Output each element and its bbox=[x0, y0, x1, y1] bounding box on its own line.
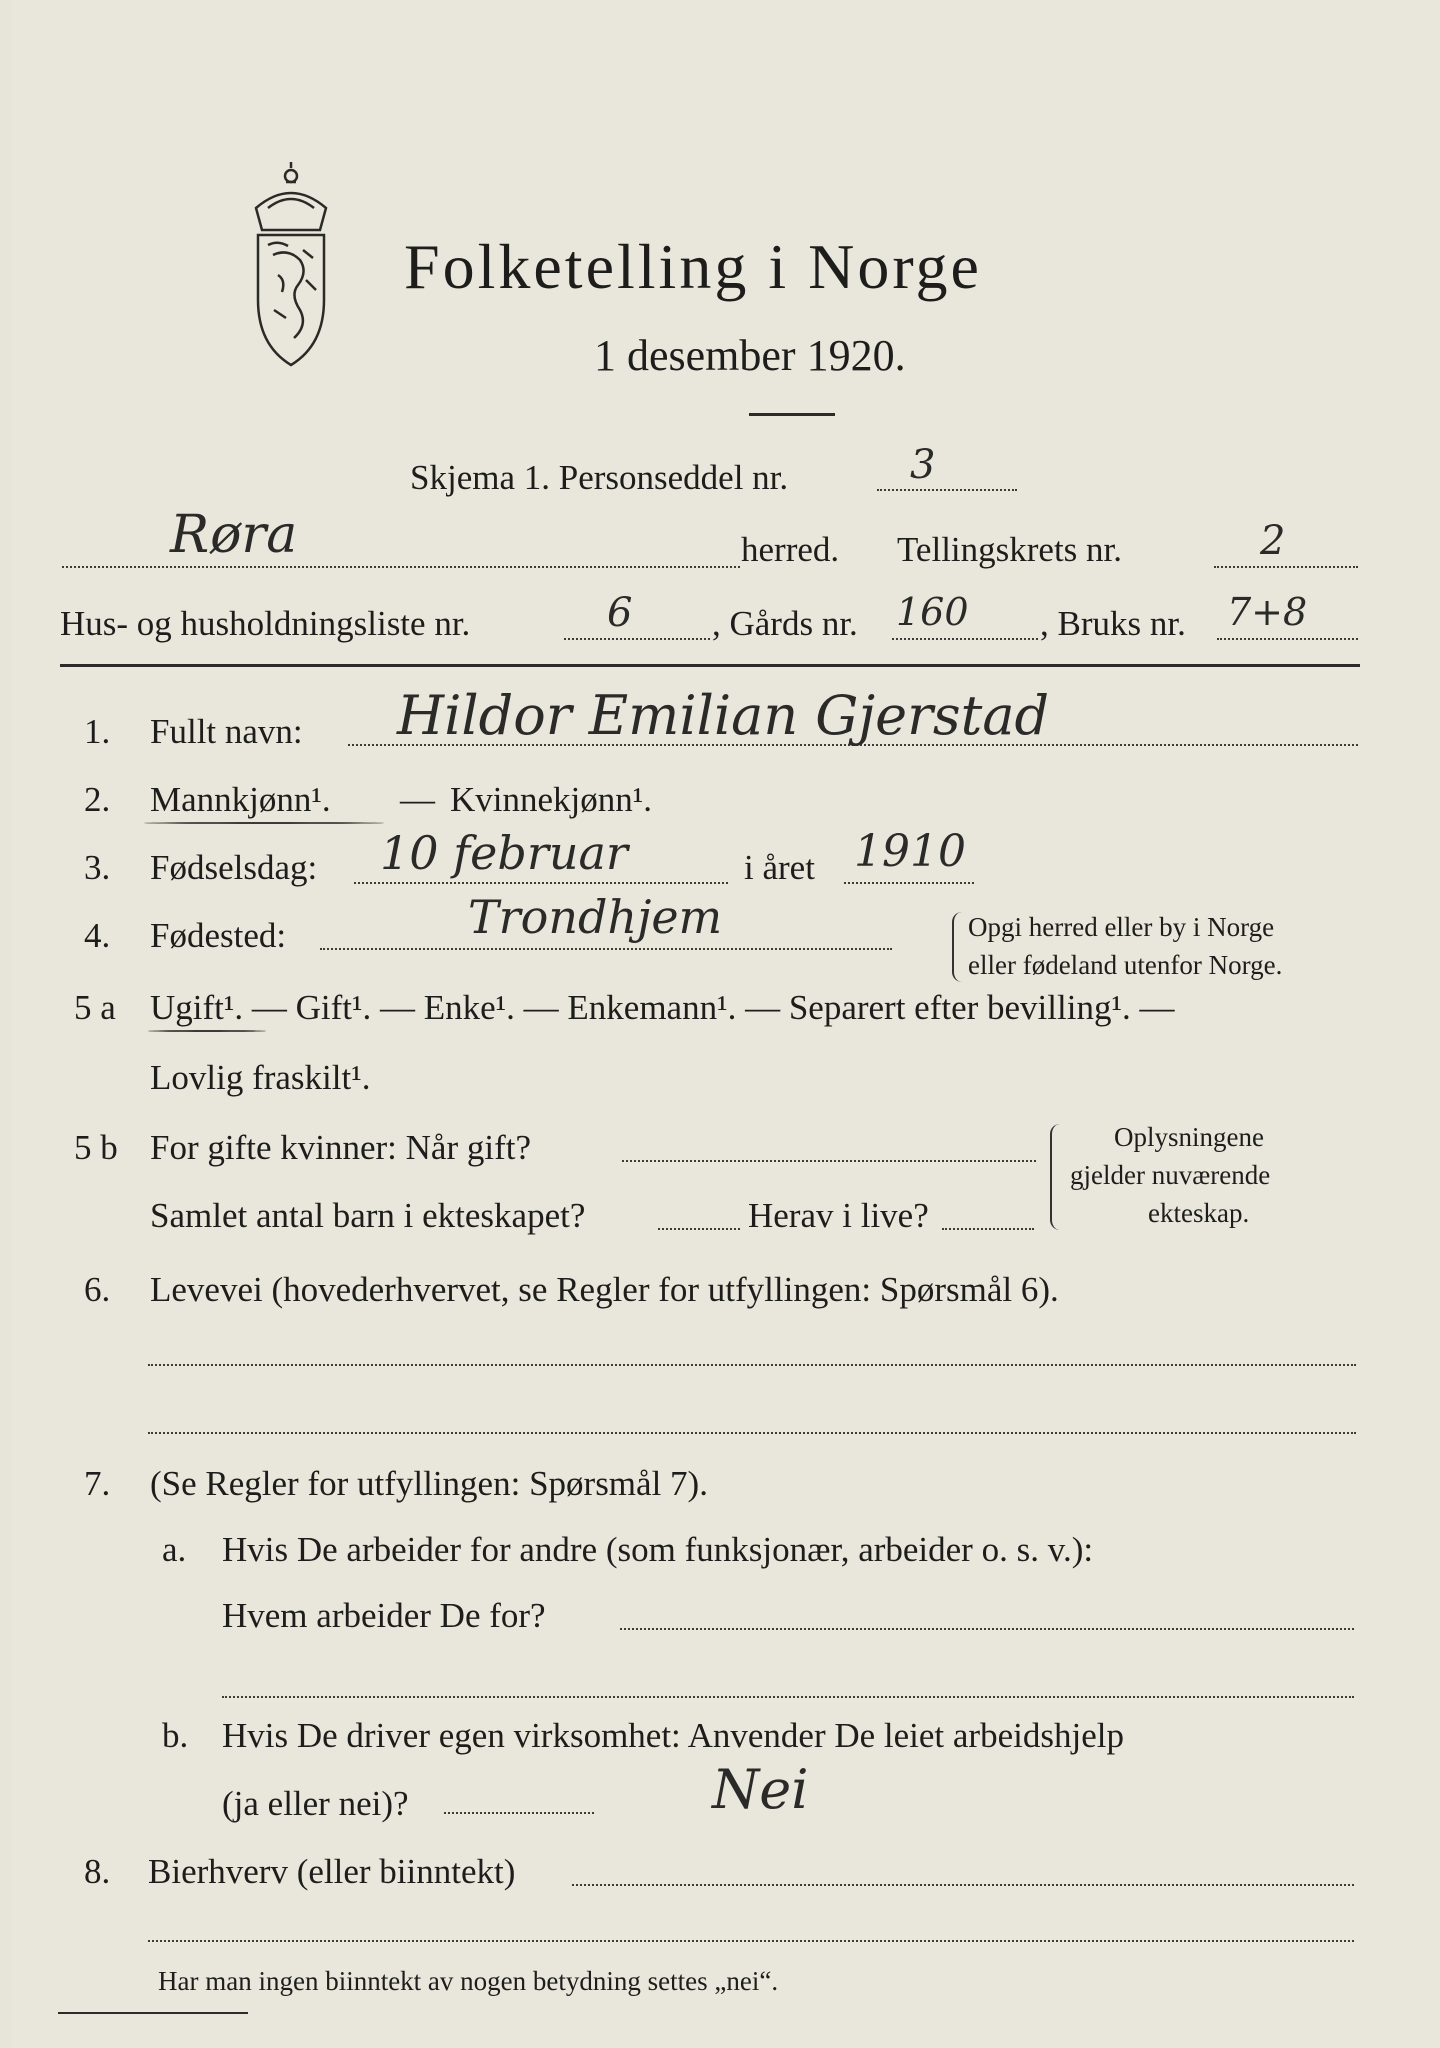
q4-note-line2: eller fødeland utenfor Norge. bbox=[968, 950, 1283, 980]
form-title: Folketelling i Norge bbox=[404, 231, 982, 302]
q4-number: 4. bbox=[84, 916, 111, 955]
footer-divider bbox=[58, 2012, 248, 2014]
q7b-number: b. bbox=[162, 1716, 189, 1755]
tellingskrets-nr-value[interactable]: 2 bbox=[1260, 518, 1286, 564]
male-option[interactable]: Mannkjønn¹. bbox=[150, 780, 331, 819]
q5b-children-line bbox=[658, 1228, 740, 1230]
title-divider bbox=[749, 413, 835, 416]
gards-nr-value[interactable]: 160 bbox=[896, 590, 969, 634]
birth-year-value[interactable]: 1910 bbox=[854, 826, 966, 877]
q5b-note-line2: gjelder nuværende bbox=[1070, 1160, 1271, 1190]
header-divider bbox=[60, 664, 1360, 667]
husholdningsliste-nr-value[interactable]: 6 bbox=[607, 590, 633, 636]
q3-label: Fødselsdag: bbox=[150, 848, 318, 887]
male-option-underline bbox=[144, 822, 384, 824]
husholdningsliste-label: Hus- og husholdningsliste nr. bbox=[60, 604, 471, 643]
birth-day-value[interactable]: 10 februar bbox=[380, 826, 628, 880]
q7a-employer-line bbox=[620, 1628, 1354, 1630]
herred-value[interactable]: Røra bbox=[170, 505, 298, 565]
marital-status-options-cont[interactable]: Lovlig fraskilt¹. bbox=[150, 1058, 371, 1097]
q7b-line1: Hvis De driver egen virksomhet: Anvender De leiet arbeidshjelp bbox=[222, 1716, 1124, 1755]
birthplace-value[interactable]: Trondhjem bbox=[468, 890, 723, 944]
form-date: 1 desember 1920. bbox=[594, 331, 906, 380]
full-name-value[interactable]: Hildor Emilian Gjerstad bbox=[397, 684, 1050, 747]
census-form-page bbox=[12, 0, 1440, 2048]
q7a-line2: Hvem arbeider De for? bbox=[222, 1596, 546, 1635]
footer-note: Har man ingen biinntekt av nogen betydning settes „nei“. bbox=[158, 1966, 779, 1996]
q5b-alive-label: Herav i live? bbox=[748, 1196, 929, 1235]
q6-line-1 bbox=[148, 1364, 1356, 1366]
bruks-label: , Bruks nr. bbox=[1040, 604, 1186, 643]
q5b-line1: For gifte kvinner: Når gift? bbox=[150, 1128, 532, 1167]
q2-number: 2. bbox=[84, 780, 111, 819]
bruks-line bbox=[1217, 638, 1358, 640]
coat-of-arms-icon bbox=[228, 160, 354, 370]
q7b-answer-line bbox=[444, 1812, 594, 1814]
q8-line bbox=[572, 1884, 1354, 1886]
q7-number: 7. bbox=[84, 1464, 111, 1503]
skjema-label: Skjema 1. Personseddel nr. bbox=[410, 458, 789, 497]
ugift-underline bbox=[148, 1030, 266, 1032]
q4-label: Fødested: bbox=[150, 916, 287, 955]
q7b-line2: (ja eller nei)? bbox=[222, 1784, 409, 1823]
gards-line bbox=[892, 638, 1038, 640]
q4-line bbox=[320, 948, 892, 950]
personseddel-nr-value[interactable]: 3 bbox=[910, 442, 936, 488]
hired-help-value[interactable]: Nei bbox=[712, 1758, 809, 1821]
q6-label: Levevei (hovederhvervet, se Regler for utfyllingen: Spørsmål 6). bbox=[150, 1270, 1059, 1309]
gards-label: , Gårds nr. bbox=[712, 604, 858, 643]
q2-separator: — bbox=[400, 780, 435, 819]
q6-line-2 bbox=[148, 1432, 1356, 1434]
female-option[interactable]: Kvinnekjønn¹. bbox=[450, 780, 653, 819]
q7a-number: a. bbox=[162, 1530, 187, 1569]
q1-label: Fullt navn: bbox=[150, 712, 303, 751]
q7-label: (Se Regler for utfyllingen: Spørsmål 7). bbox=[150, 1464, 708, 1503]
tellingskrets-line bbox=[1214, 566, 1358, 568]
herred-line bbox=[62, 566, 740, 568]
q6-number: 6. bbox=[84, 1270, 111, 1309]
q4-note-line1: Opgi herred eller by i Norge bbox=[968, 912, 1275, 942]
q3-year-line bbox=[844, 882, 974, 884]
q8-label: Bierhverv (eller biinntekt) bbox=[148, 1852, 516, 1891]
q5b-married-line bbox=[622, 1160, 1036, 1162]
q5b-note-line3: ekteskap. bbox=[1148, 1198, 1250, 1228]
husholdningsliste-line bbox=[564, 638, 710, 640]
q8-line-2 bbox=[148, 1940, 1354, 1942]
q5b-brace bbox=[1050, 1124, 1062, 1230]
herred-label: herred. bbox=[741, 530, 840, 569]
q5b-number: 5 b bbox=[74, 1128, 118, 1167]
q3-day-line bbox=[354, 882, 728, 884]
q1-number: 1. bbox=[84, 712, 111, 751]
q7a-employer-line-2 bbox=[222, 1696, 1354, 1698]
q8-number: 8. bbox=[84, 1852, 111, 1891]
q7a-line1: Hvis De arbeider for andre (som funksjonær, arbeider o. s. v.): bbox=[222, 1530, 1094, 1569]
personseddel-line bbox=[877, 489, 1017, 491]
marital-status-options[interactable]: Ugift¹. — Gift¹. — Enke¹. — Enkemann¹. — Separert efter bevilling¹. — bbox=[150, 988, 1175, 1027]
bruks-nr-value[interactable]: 7+8 bbox=[1227, 590, 1308, 634]
q3-number: 3. bbox=[84, 848, 111, 887]
tellingskrets-label: Tellingskrets nr. bbox=[897, 530, 1123, 569]
q4-brace bbox=[952, 912, 964, 982]
q5b-children-label: Samlet antal barn i ekteskapet? bbox=[150, 1196, 586, 1235]
q3-year-label: i året bbox=[744, 848, 815, 887]
q5b-alive-line bbox=[942, 1228, 1034, 1230]
q5b-note-line1: Oplysningene bbox=[1114, 1122, 1264, 1152]
q5a-number: 5 a bbox=[74, 988, 116, 1027]
